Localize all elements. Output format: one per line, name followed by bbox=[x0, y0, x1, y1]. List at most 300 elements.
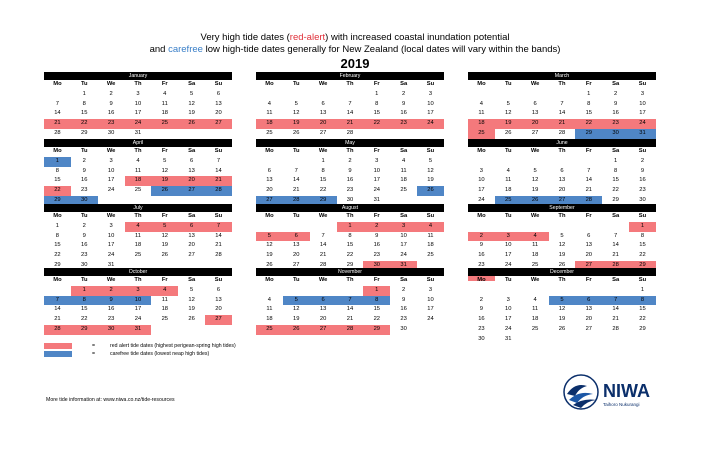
day-cell-red-alert: 1 bbox=[337, 222, 364, 232]
week-row bbox=[44, 186, 232, 196]
weekday-label: Sa bbox=[188, 277, 196, 283]
day-cell: 23 bbox=[478, 261, 485, 268]
day-cell-red-alert: 22 bbox=[71, 119, 98, 129]
weekday-label: Sa bbox=[400, 81, 408, 87]
day-cell: 10 bbox=[639, 100, 646, 107]
week-row bbox=[44, 100, 232, 110]
empty-cell bbox=[549, 222, 576, 232]
weekday-label: Mo bbox=[53, 277, 62, 283]
day-cell: 8 bbox=[321, 167, 325, 174]
weekday-label: Mo bbox=[53, 213, 62, 219]
day-cell: 10 bbox=[373, 167, 381, 174]
week-row bbox=[468, 325, 656, 335]
month-header: January bbox=[44, 72, 232, 80]
legend-blue: = carefree tide dates (lowest neap high tides) bbox=[44, 350, 209, 358]
week-row bbox=[256, 222, 444, 232]
weekday-label: Tu bbox=[80, 81, 88, 87]
day-cell-carefree: 28 bbox=[575, 196, 602, 206]
day-cell-carefree: 29 bbox=[310, 196, 337, 206]
day-cell: 11 bbox=[134, 232, 141, 239]
day-cell-red-alert: 3 bbox=[495, 232, 522, 242]
day-cell: 15 bbox=[81, 306, 88, 313]
weekday-label: Fr bbox=[585, 81, 592, 87]
day-cell: 6 bbox=[321, 100, 325, 107]
empty-cell bbox=[205, 129, 232, 139]
month-header: April bbox=[44, 139, 232, 147]
weekday-label: We bbox=[106, 148, 116, 154]
day-cell: 16 bbox=[107, 110, 115, 117]
weekday-label: Tu bbox=[504, 81, 512, 87]
week-row bbox=[44, 167, 232, 177]
day-cell-red-alert: 23 bbox=[390, 119, 417, 129]
week-row bbox=[468, 90, 656, 100]
weekday-label: Su bbox=[214, 148, 223, 154]
day-cell: 4 bbox=[267, 296, 272, 303]
week-row bbox=[468, 286, 656, 296]
week-row bbox=[256, 232, 444, 242]
week-row bbox=[256, 157, 444, 167]
day-cell: 13 bbox=[585, 306, 593, 313]
day-cell: 18 bbox=[161, 110, 169, 117]
day-cell: 14 bbox=[558, 110, 566, 117]
weekday-label: Sa bbox=[188, 213, 196, 219]
day-cell: 3 bbox=[428, 286, 433, 293]
day-cell: 12 bbox=[293, 110, 300, 117]
weekday-label: Mo bbox=[477, 213, 486, 219]
day-cell-red-alert: 31 bbox=[390, 261, 417, 271]
day-cell: 20 bbox=[293, 252, 300, 259]
month-header: December bbox=[468, 268, 656, 276]
day-cell: 3 bbox=[479, 167, 484, 174]
day-cell: 9 bbox=[375, 232, 379, 239]
empty-cell bbox=[468, 222, 495, 232]
month-header: July bbox=[44, 204, 232, 212]
day-cell: 26 bbox=[558, 261, 566, 268]
month-june bbox=[468, 139, 656, 206]
day-cell: 6 bbox=[216, 90, 221, 97]
day-cell: 23 bbox=[81, 187, 88, 194]
empty-cell bbox=[256, 286, 283, 296]
weekday-label: Su bbox=[214, 277, 223, 283]
empty-cell bbox=[575, 222, 602, 232]
month-july bbox=[44, 204, 232, 271]
day-cell: 5 bbox=[190, 286, 194, 293]
day-cell: 3 bbox=[109, 222, 113, 229]
weekday-label: Sa bbox=[612, 213, 620, 219]
month-april bbox=[44, 139, 232, 206]
day-cell: 29 bbox=[612, 196, 619, 203]
day-cell: 31 bbox=[107, 261, 115, 268]
day-cell: 29 bbox=[81, 129, 88, 136]
day-cell: 16 bbox=[346, 177, 354, 184]
day-cell: 17 bbox=[134, 110, 142, 117]
empty-cell bbox=[602, 222, 629, 232]
week-row bbox=[256, 176, 444, 186]
day-cell: 5 bbox=[294, 100, 298, 107]
empty-cell bbox=[283, 90, 310, 100]
day-cell: 16 bbox=[612, 110, 619, 117]
day-cell-red-alert: 22 bbox=[575, 119, 602, 129]
day-cell: 23 bbox=[639, 187, 646, 194]
weekday-label: Sa bbox=[400, 277, 408, 283]
week-row bbox=[44, 129, 232, 139]
day-cell-red-alert: 27 bbox=[310, 325, 337, 335]
day-cell-red-alert: 2 bbox=[363, 222, 390, 232]
weekday-label: Th bbox=[134, 148, 142, 154]
week-row bbox=[44, 241, 232, 251]
empty-cell bbox=[522, 335, 549, 345]
empty-cell bbox=[495, 90, 522, 100]
weekday-label: Su bbox=[426, 81, 435, 87]
day-cell: 13 bbox=[293, 242, 300, 249]
weekday-label: We bbox=[318, 277, 328, 283]
empty-cell bbox=[495, 286, 522, 296]
day-cell: 20 bbox=[266, 187, 273, 194]
day-cell: 10 bbox=[400, 232, 407, 239]
empty-cell bbox=[575, 335, 602, 345]
day-cell: 8 bbox=[640, 232, 645, 239]
day-cell: 6 bbox=[587, 232, 591, 239]
day-cell: 13 bbox=[215, 100, 222, 107]
weekday-label: Mo bbox=[477, 277, 486, 283]
day-cell-carefree: 29 bbox=[44, 196, 71, 206]
day-cell: 26 bbox=[266, 261, 273, 268]
day-cell: 19 bbox=[188, 306, 195, 313]
day-cell: 7 bbox=[348, 100, 352, 107]
weekday-label: Tu bbox=[504, 148, 512, 154]
weekday-label: Mo bbox=[265, 81, 274, 87]
weekday-label: Su bbox=[426, 213, 435, 219]
empty-cell bbox=[522, 222, 549, 232]
day-cell: 11 bbox=[266, 306, 273, 313]
day-cell-red-alert: 25 bbox=[151, 119, 178, 129]
day-cell-red-alert: 29 bbox=[71, 325, 98, 335]
week-row bbox=[468, 315, 656, 325]
day-cell-carefree: 5 bbox=[549, 296, 576, 306]
day-cell: 14 bbox=[585, 177, 593, 184]
day-cell: 12 bbox=[266, 242, 273, 249]
day-cell: 9 bbox=[82, 167, 86, 174]
day-cell: 25 bbox=[134, 187, 142, 194]
week-row bbox=[44, 176, 232, 186]
day-cell: 16 bbox=[400, 306, 407, 313]
weekday-label: Th bbox=[558, 277, 566, 283]
day-cell-carefree: 10 bbox=[125, 296, 152, 306]
day-cell: 23 bbox=[81, 252, 88, 259]
day-cell: 12 bbox=[161, 232, 169, 239]
day-cell: 1 bbox=[82, 90, 86, 97]
day-cell-carefree: 28 bbox=[205, 186, 232, 196]
title-line-1: Very high tide dates (red-alert) with increased coastal inundation potential bbox=[200, 32, 510, 43]
day-cell: 11 bbox=[161, 296, 168, 303]
day-cell: 9 bbox=[402, 100, 406, 107]
week-row bbox=[256, 109, 444, 119]
empty-cell bbox=[549, 90, 576, 100]
day-cell-red-alert: 27 bbox=[205, 315, 232, 325]
day-cell: 20 bbox=[215, 110, 222, 117]
day-cell: 18 bbox=[427, 242, 434, 249]
weekday-label: Tu bbox=[504, 277, 512, 283]
empty-cell bbox=[283, 286, 310, 296]
day-cell: 17 bbox=[107, 177, 115, 184]
year-title: 2019 bbox=[340, 56, 370, 71]
week-row bbox=[44, 315, 232, 325]
day-cell: 16 bbox=[81, 242, 88, 249]
day-cell: 28 bbox=[215, 252, 222, 259]
empty-cell bbox=[575, 157, 602, 167]
day-cell: 12 bbox=[427, 167, 434, 174]
week-row bbox=[44, 119, 232, 129]
empty-cell bbox=[522, 157, 549, 167]
day-cell: 3 bbox=[136, 90, 140, 97]
day-cell: 27 bbox=[531, 129, 539, 136]
day-cell: 3 bbox=[640, 90, 645, 97]
day-cell: 8 bbox=[55, 232, 60, 239]
weekday-label: Sa bbox=[612, 148, 620, 154]
day-cell: 12 bbox=[558, 306, 566, 313]
day-cell: 17 bbox=[639, 110, 646, 117]
weekday-label: Th bbox=[346, 213, 354, 219]
day-cell: 30 bbox=[107, 129, 115, 136]
weekday-label: Sa bbox=[612, 277, 620, 283]
day-cell: 8 bbox=[375, 100, 379, 107]
day-cell: 18 bbox=[531, 316, 539, 323]
day-cell: 27 bbox=[188, 252, 195, 259]
week-row bbox=[44, 296, 232, 306]
day-cell: 10 bbox=[107, 232, 115, 239]
day-cell-red-alert: 24 bbox=[417, 119, 444, 129]
day-cell: 30 bbox=[81, 261, 88, 268]
day-cell: 9 bbox=[402, 296, 406, 303]
weekday-label: Th bbox=[558, 213, 566, 219]
logo-wordmark: NIWA bbox=[603, 381, 650, 401]
day-cell: 17 bbox=[427, 306, 434, 313]
weekday-label: Sa bbox=[612, 81, 620, 87]
day-cell: 23 bbox=[107, 316, 115, 323]
weekday-label: Su bbox=[638, 81, 647, 87]
week-row bbox=[44, 222, 232, 232]
month-header: May bbox=[256, 139, 444, 147]
day-cell: 24 bbox=[134, 316, 142, 323]
day-cell: 12 bbox=[188, 296, 195, 303]
day-cell: 30 bbox=[346, 196, 354, 203]
day-cell: 18 bbox=[161, 306, 169, 313]
day-cell-red-alert: 26 bbox=[283, 325, 310, 335]
weekday-label: Mo bbox=[265, 213, 274, 219]
weekday-label: Th bbox=[134, 213, 142, 219]
day-cell: 19 bbox=[558, 252, 566, 259]
day-cell-red-alert: 30 bbox=[98, 325, 125, 335]
day-cell: 5 bbox=[190, 90, 194, 97]
day-cell: 21 bbox=[585, 187, 593, 194]
day-cell: 23 bbox=[400, 316, 407, 323]
day-cell: 17 bbox=[505, 316, 512, 323]
day-cell: 28 bbox=[346, 129, 354, 136]
month-header: October bbox=[44, 268, 232, 276]
day-cell-carefree: 26 bbox=[522, 196, 549, 206]
weekday-label: Su bbox=[214, 81, 223, 87]
day-cell-red-alert: 20 bbox=[178, 176, 205, 186]
day-cell: 29 bbox=[639, 325, 646, 332]
day-cell: 14 bbox=[346, 110, 354, 117]
empty-cell bbox=[337, 90, 364, 100]
week-row bbox=[468, 119, 656, 129]
day-cell-red-alert: 23 bbox=[602, 119, 629, 129]
day-cell-red-alert: 7 bbox=[205, 222, 232, 232]
empty-cell bbox=[602, 335, 629, 345]
week-row bbox=[44, 109, 232, 119]
day-cell: 30 bbox=[639, 196, 646, 203]
day-cell: 3 bbox=[506, 296, 510, 303]
day-cell-red-alert: 20 bbox=[522, 119, 549, 129]
day-cell-red-alert: 30 bbox=[363, 261, 390, 271]
day-cell: 7 bbox=[587, 167, 591, 174]
weekday-label: Th bbox=[558, 148, 566, 154]
weekday-label: Sa bbox=[188, 81, 196, 87]
day-cell: 24 bbox=[373, 187, 381, 194]
legend-blue-label: carefree tide dates (lowest neap high tides) bbox=[110, 351, 210, 357]
day-cell-red-alert: 3 bbox=[125, 286, 152, 296]
week-row bbox=[468, 296, 656, 306]
day-cell-red-alert: 6 bbox=[178, 222, 205, 232]
day-cell: 27 bbox=[293, 261, 300, 268]
day-cell: 1 bbox=[375, 90, 379, 97]
day-cell: 2 bbox=[82, 222, 86, 229]
day-cell: 26 bbox=[161, 252, 169, 259]
day-cell-carefree: 26 bbox=[151, 186, 178, 196]
day-cell: 6 bbox=[267, 167, 272, 174]
weekday-label: Th bbox=[134, 81, 142, 87]
day-cell: 7 bbox=[321, 232, 325, 239]
weekday-label: Sa bbox=[400, 148, 408, 154]
day-cell: 13 bbox=[558, 177, 566, 184]
day-cell: 10 bbox=[478, 177, 485, 184]
weekday-label: Mo bbox=[53, 148, 62, 154]
legend-red: = red alert tide dates (highest perigean-spring high tides) bbox=[44, 342, 236, 350]
week-row bbox=[468, 176, 656, 186]
weekday-label: We bbox=[530, 277, 540, 283]
day-cell: 30 bbox=[478, 335, 485, 342]
day-cell-red-alert: 2 bbox=[468, 232, 495, 242]
day-cell-red-alert: 21 bbox=[337, 119, 364, 129]
day-cell: 16 bbox=[400, 110, 407, 117]
day-cell: 18 bbox=[134, 242, 142, 249]
empty-cell bbox=[205, 325, 232, 335]
carefree-term: carefree bbox=[168, 44, 203, 55]
day-cell: 8 bbox=[348, 232, 352, 239]
empty-cell bbox=[549, 335, 576, 345]
day-cell: 7 bbox=[55, 100, 60, 107]
day-cell: 6 bbox=[216, 286, 221, 293]
day-cell: 11 bbox=[134, 167, 141, 174]
title-line-2: and carefree low high-tide dates generally for New Zealand (local dates will vary within the bands) bbox=[149, 44, 561, 55]
week-row bbox=[468, 222, 656, 232]
month-header: February bbox=[256, 72, 444, 80]
weekday-label: Th bbox=[346, 81, 354, 87]
empty-cell bbox=[549, 286, 576, 296]
day-cell-carefree: 31 bbox=[629, 129, 656, 139]
empty-cell bbox=[44, 286, 71, 296]
weekday-label: Fr bbox=[373, 148, 380, 154]
day-cell-red-alert: 4 bbox=[125, 222, 152, 232]
day-cell: 19 bbox=[427, 177, 434, 184]
day-cell: 19 bbox=[188, 110, 195, 117]
weekday-label: Su bbox=[638, 148, 647, 154]
day-cell: 3 bbox=[109, 157, 113, 164]
day-cell: 14 bbox=[54, 110, 61, 117]
week-row bbox=[468, 232, 656, 242]
day-cell: 11 bbox=[532, 242, 539, 249]
day-cell: 11 bbox=[161, 100, 168, 107]
day-cell-red-alert: 21 bbox=[549, 119, 576, 129]
month-header: September bbox=[468, 204, 656, 212]
day-cell: 10 bbox=[107, 167, 115, 174]
weekday-label: Su bbox=[638, 213, 647, 219]
day-cell: 14 bbox=[293, 177, 300, 184]
day-cell-carefree: 30 bbox=[602, 129, 629, 139]
week-row bbox=[468, 335, 656, 345]
month-header: March bbox=[468, 72, 656, 80]
weekday-label: We bbox=[530, 213, 540, 219]
day-cell: 4 bbox=[479, 100, 484, 107]
day-cell: 17 bbox=[373, 177, 381, 184]
day-cell-carefree: 29 bbox=[575, 129, 602, 139]
empty-cell bbox=[575, 286, 602, 296]
day-cell: 5 bbox=[533, 167, 537, 174]
day-cell: 1 bbox=[587, 90, 591, 97]
day-cell: 13 bbox=[319, 306, 327, 313]
day-cell-red-alert: 3 bbox=[390, 222, 417, 232]
day-cell-red-alert: 4 bbox=[522, 232, 549, 242]
day-cell: 25 bbox=[266, 129, 273, 136]
week-row bbox=[256, 296, 444, 306]
day-cell: 13 bbox=[531, 110, 539, 117]
day-cell-carefree: 7 bbox=[44, 296, 71, 306]
weekday-label: Mo bbox=[477, 81, 486, 87]
day-cell: 26 bbox=[188, 316, 195, 323]
day-cell: 10 bbox=[134, 100, 142, 107]
day-cell-carefree: 9 bbox=[98, 296, 125, 306]
day-cell: 22 bbox=[612, 187, 619, 194]
day-cell: 18 bbox=[505, 187, 512, 194]
day-cell: 15 bbox=[585, 110, 593, 117]
day-cell: 3 bbox=[375, 157, 379, 164]
day-cell: 6 bbox=[190, 157, 194, 164]
day-cell: 17 bbox=[400, 242, 407, 249]
weekday-label: We bbox=[318, 81, 328, 87]
day-cell: 9 bbox=[614, 100, 618, 107]
day-cell-red-alert: 22 bbox=[363, 119, 390, 129]
week-row bbox=[468, 241, 656, 251]
day-cell: 27 bbox=[585, 325, 593, 332]
month-february bbox=[256, 72, 444, 139]
footer-link-text: More tide information at: www.niwa.co.nz/tide-resources bbox=[46, 397, 175, 403]
week-row bbox=[256, 305, 444, 315]
empty-cell bbox=[495, 222, 522, 232]
day-cell-carefree: 8 bbox=[71, 296, 98, 306]
day-cell: 14 bbox=[215, 232, 222, 239]
day-cell: 22 bbox=[54, 252, 61, 259]
day-cell-carefree: 27 bbox=[549, 196, 576, 206]
week-row bbox=[256, 286, 444, 296]
day-cell: 28 bbox=[319, 261, 327, 268]
day-cell-carefree: 25 bbox=[495, 196, 522, 206]
day-cell: 20 bbox=[188, 242, 195, 249]
day-cell: 18 bbox=[531, 252, 539, 259]
day-cell: 12 bbox=[161, 167, 169, 174]
day-cell: 6 bbox=[533, 100, 537, 107]
day-cell: 20 bbox=[585, 252, 593, 259]
